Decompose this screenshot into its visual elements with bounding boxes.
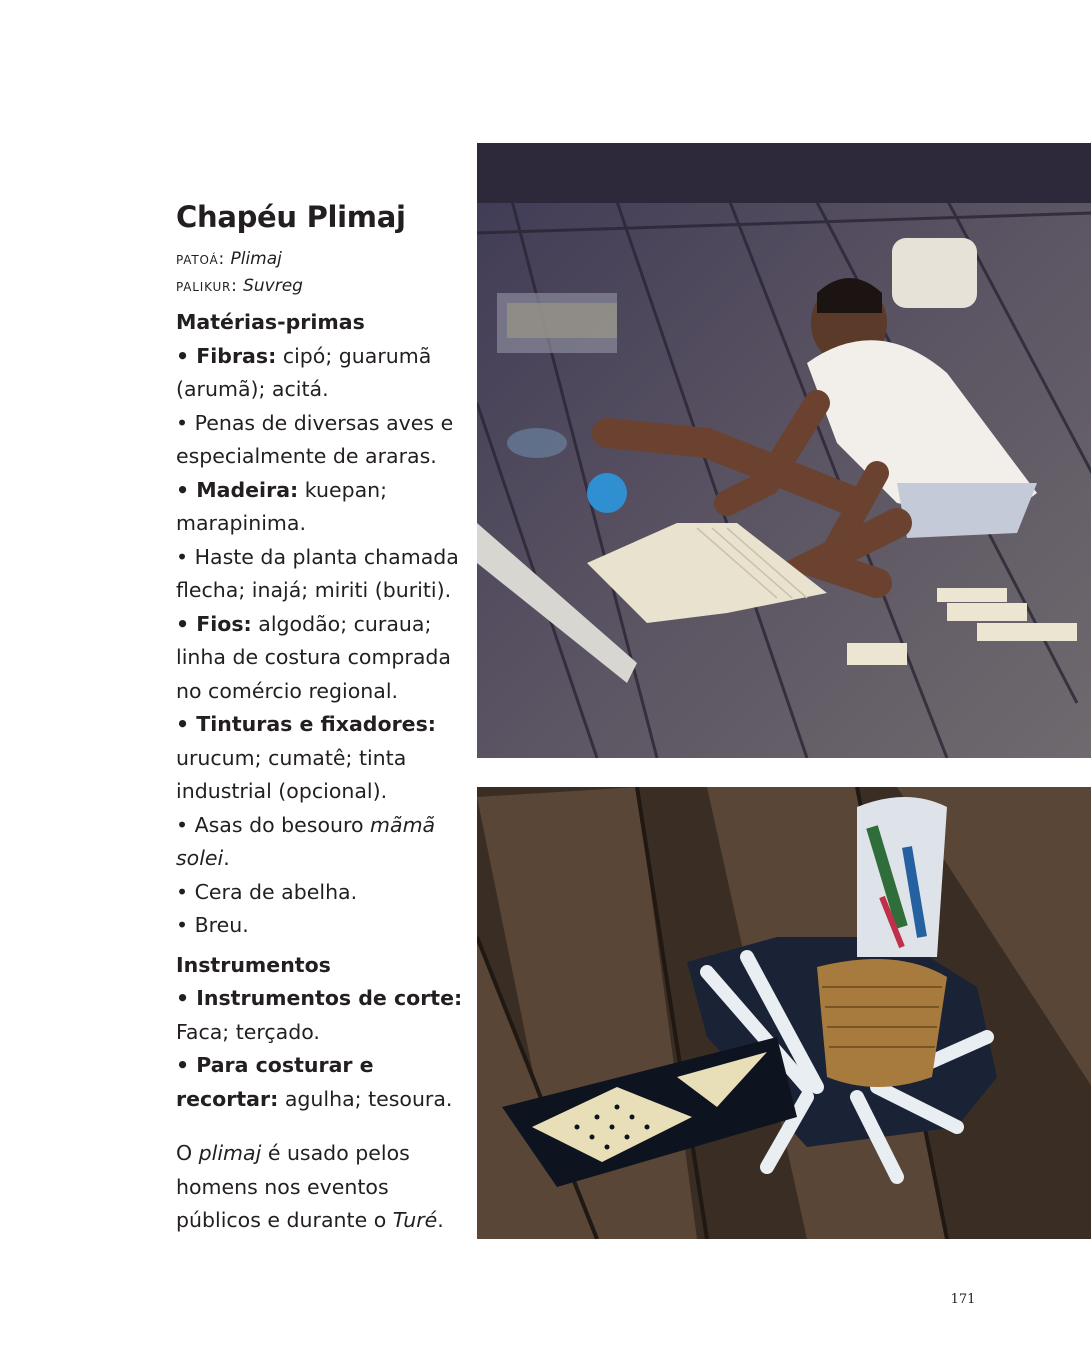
photo-plimaj-hat <box>477 787 1091 1239</box>
list-item <box>176 541 468 608</box>
language-label: palikur: <box>176 276 238 296</box>
list-item <box>176 1049 468 1116</box>
closing-paragraph <box>176 1137 468 1238</box>
closing-italic: Turé <box>392 1208 438 1232</box>
list-item <box>176 876 468 910</box>
item-text: • Breu. <box>176 913 249 937</box>
item-text: • Penas de diversas aves e especialmente de araras. <box>176 410 454 468</box>
item-text: agulha; tesoura. <box>278 1086 453 1111</box>
list-item <box>176 982 468 1049</box>
item-text: • Cera de abelha. <box>176 879 358 904</box>
item-label: • Instrumentos de corte: <box>176 986 463 1010</box>
item-italic: mãmã solei <box>176 812 436 870</box>
language-label: patoá: <box>176 249 226 269</box>
list-item <box>176 608 468 709</box>
list-item <box>176 340 468 407</box>
closing-italic: plimaj <box>198 1141 262 1165</box>
local-name: Plimaj <box>230 249 282 269</box>
instrumentos-list <box>176 982 468 1116</box>
instrumentos-heading: Instrumentos <box>176 952 331 977</box>
local-name: Suvreg <box>243 276 303 296</box>
item-text: • Asas do besouro <box>176 812 371 837</box>
item-label: • Fios: <box>176 611 252 636</box>
item-label: • Madeira: <box>176 477 299 502</box>
item-label: • Fibras: <box>176 343 277 368</box>
photo-man-weaving-image <box>477 143 1091 758</box>
page-number: 171 <box>950 1292 976 1307</box>
closing-text: . <box>437 1208 444 1232</box>
text-column <box>176 200 468 1238</box>
closing-text: O <box>176 1141 199 1165</box>
materias-primas-heading: Matérias-primas <box>176 310 365 334</box>
item-text: • Haste da planta chamada flecha; inajá; miriti (buriti). <box>176 544 459 602</box>
item-label: • Para costurar e recortar: <box>176 1053 374 1111</box>
item-text: cipó; guarumã (arumã); acitá. <box>176 343 432 401</box>
list-item <box>176 474 468 541</box>
item-text: Faca; terçado. <box>176 1019 320 1044</box>
list-item <box>176 809 468 876</box>
photo-man-weaving <box>477 143 1091 758</box>
item-label: • Tinturas e fixadores: <box>176 712 436 736</box>
photo-plimaj-hat-image <box>477 787 1091 1239</box>
item-text: algodão; curaua; linha de costura comprada no comércio regional. <box>176 611 451 703</box>
page-title: Chapéu Plimaj <box>176 200 406 234</box>
list-item <box>176 909 468 943</box>
name-patoa <box>176 246 468 273</box>
item-text: urucum; cumatê; tinta industrial (opcional). <box>176 745 407 803</box>
closing-text: é usado pelos homens nos eventos públicos e durante o <box>176 1141 410 1232</box>
name-palikur <box>176 273 468 300</box>
materias-primas-list <box>176 340 468 943</box>
list-item <box>176 407 468 474</box>
item-text: kuepan; marapinima. <box>176 477 388 535</box>
list-item <box>176 708 468 809</box>
item-text: . <box>223 846 230 870</box>
